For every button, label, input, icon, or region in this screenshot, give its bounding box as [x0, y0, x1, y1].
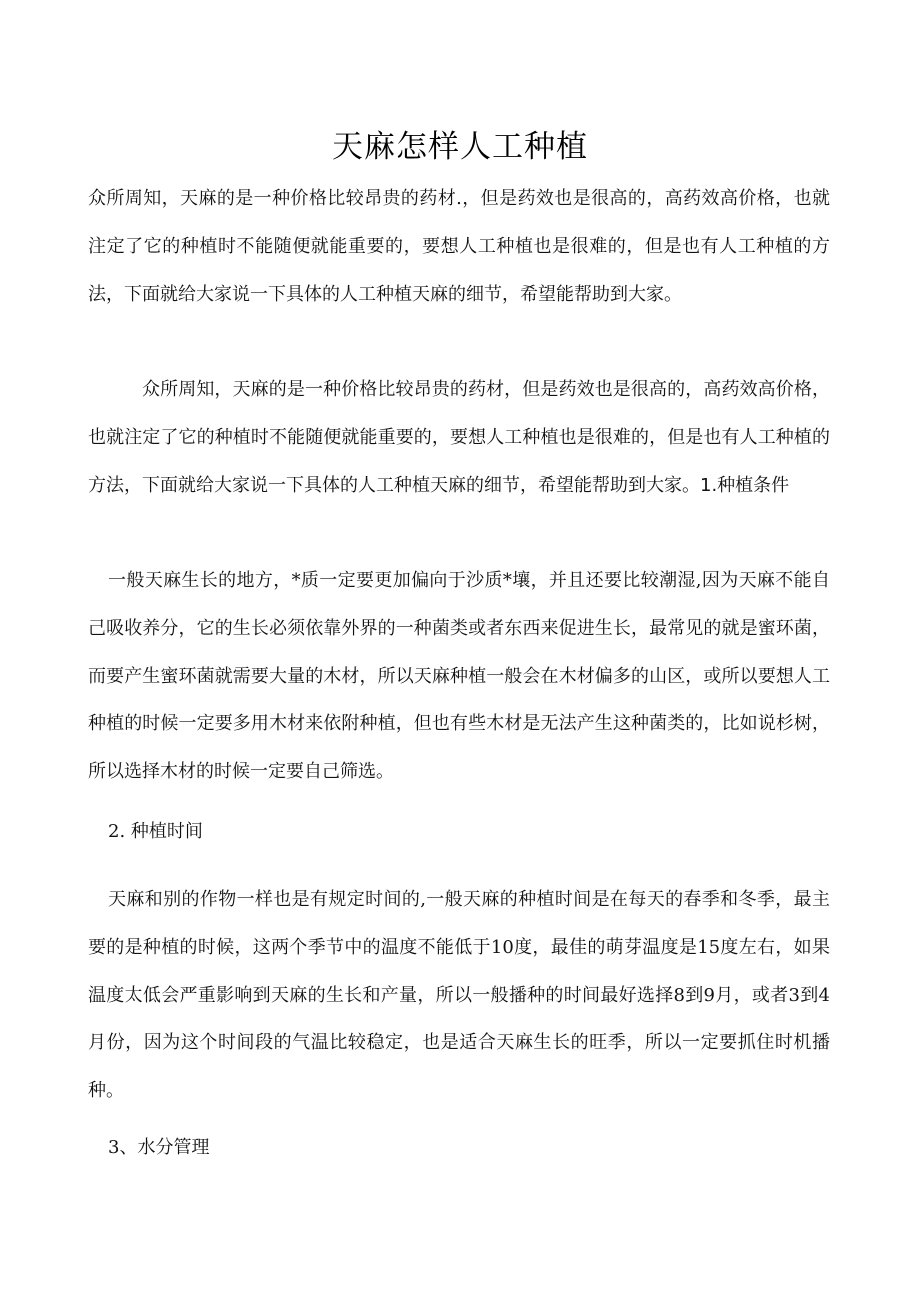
planting-time-paragraph: 天麻和别的作物一样也是有规定时间的,一般天麻的种植时间是在每天的春季和冬季，最主要的是种植的时候，这两个季节中的温度不能低于10度，最佳的萌芽温度是15度左右，如果温度太低会严重影响到天麻的生长和产量，所以一般播种的时间最好选择8到9月，或者3到4月份，因为这个时间段的气温比较稳定，也是适合天麻生长的旺季，所以一定要抓住时机播种。 — [88, 889, 830, 1102]
section-heading-water-management: 3、水分管理 — [108, 1137, 210, 1158]
section-heading-planting-conditions: 1.种植条件 — [700, 474, 790, 496]
section-heading-planting-time: 2. 种植时间 — [108, 821, 203, 842]
intro-paragraph-repeat — [88, 366, 830, 509]
document-title: 天麻怎样人工种植 — [332, 129, 588, 165]
planting-conditions-paragraph: 一般天麻生长的地方，*质一定要更加偏向于沙质*壤，并且还要比较潮湿,因为天麻不能自己吸收养分，它的生长必须依靠外界的一种菌类或者东西来促进生长，最常见的就是蜜环菌，而要产生蜜环菌就需要大量的木材，所以天麻种植一般会在木材偏多的山区，或所以要想人工种植的时候一定要多用木材来依附种植，但也有些木材是无法产生这种菌类的，比如说杉树，所以选择木材的时候一定要自己筛选。 — [88, 570, 830, 783]
intro-paragraph-repeat-text: 众所周知，天麻的是一种价格比较昂贵的药材，但是药效也是很高的，高药效高价格，也就注定了它的种植时不能随便就能重要的，要想人工种植也是很难的，但是也有人工种植的方法，下面就给大家说一下具体的人工种植天麻的细节，希望能帮助到大家。 — [88, 379, 830, 496]
intro-paragraph: 众所周知，天麻的是一种价格比较昂贵的药材.，但是药效也是很高的，高药效高价格，也就注定了它的种植时不能随便就能重要的，要想人工种植也是很难的，但是也有人工种植的方法，下面就给大家说一下具体的人工种植天麻的细节，希望能帮助到大家。 — [88, 188, 830, 305]
